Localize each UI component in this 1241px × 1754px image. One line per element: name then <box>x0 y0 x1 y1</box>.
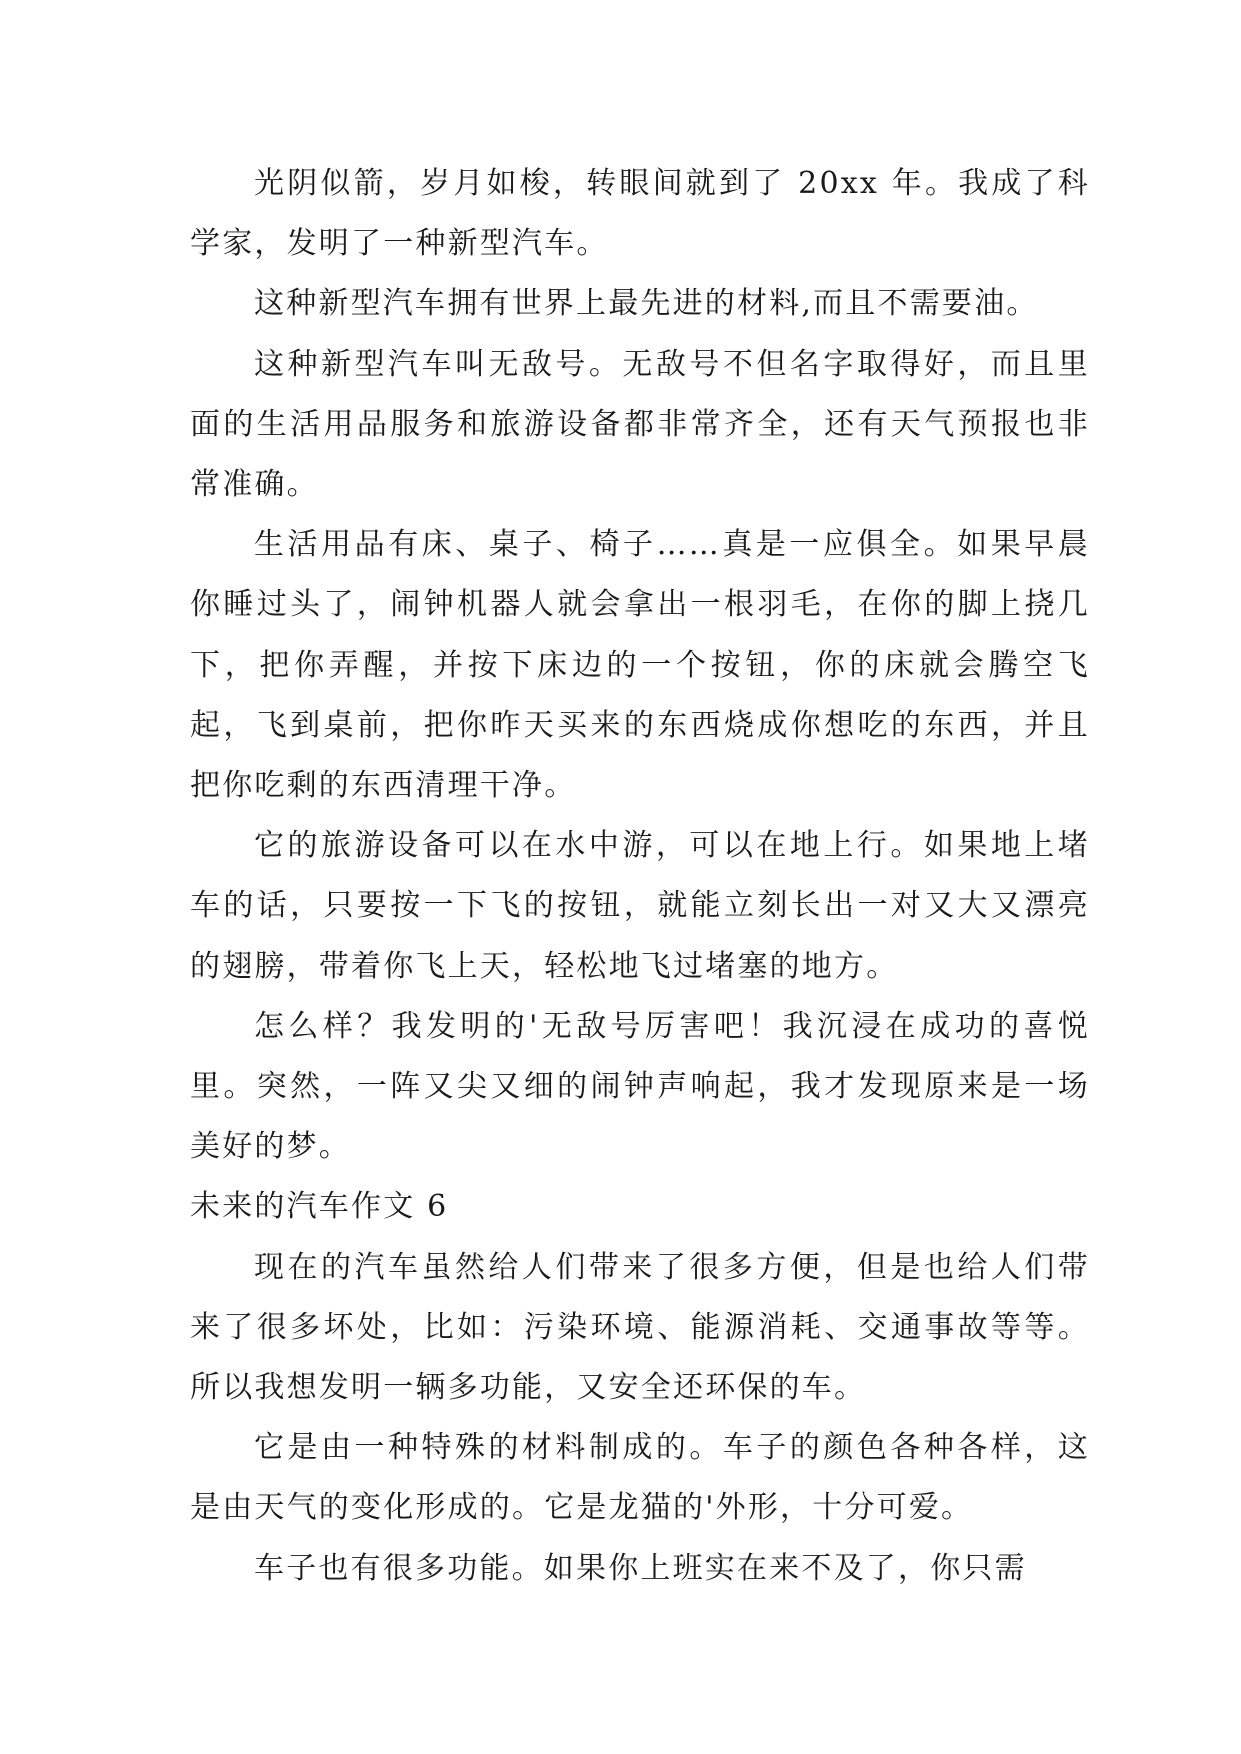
paragraph-5: 它的旅游设备可以在水中游，可以在地上行。如果地上堵车的话，只要按一下飞的按钮，就能立刻长出一对又大又漂亮的翅膀，带着你飞上天，轻松地飞过堵塞的地方。 <box>190 828 1090 984</box>
document-body <box>190 154 1090 1599</box>
section-heading: 未来的汽车作文 6 <box>190 1189 449 1225</box>
paragraph-4: 生活用品有床、桌子、椅子……真是一应俱全。如果早晨你睡过头了，闹钟机器人就会拿出一根羽毛，在你的脚上挠几下，把你弄醒，并按下床边的一个按钮，你的床就会腾空飞起，飞到桌前，把你昨天买来的东西烧成你想吃的东西，并且把你吃剩的东西清理干净。 <box>190 527 1090 804</box>
paragraph-6: 怎么样？我发明的'无敌号厉害吧！我沉浸在成功的喜悦里。突然，一阵又尖又细的闹钟声响起，我才发现原来是一场美好的梦。 <box>190 1008 1090 1165</box>
paragraph-7: 现在的汽车虽然给人们带来了很多方便，但是也给人们带来了很多坏处，比如：污染环境、能源消耗、交通事故等等。所以我想发明一辆多功能，又安全还环保的车。 <box>190 1249 1090 1406</box>
paragraph-2: 这种新型汽车拥有世界上最先进的材料,而且不需要油。 <box>254 286 1039 322</box>
paragraph-9: 车子也有很多功能。如果你上班实在来不及了，你只需 <box>254 1550 1027 1586</box>
paragraph-3: 这种新型汽车叫无敌号。无敌号不但名字取得好，而且里面的生活用品服务和旅游设备都非常齐全，还有天气预报也非常准确。 <box>190 346 1090 503</box>
paragraph-1: 光阴似箭，岁月如梭，转眼间就到了 20xx 年。我成了科学家，发明了一种新型汽车。 <box>190 166 1090 262</box>
paragraph-8: 它是由一种特殊的材料制成的。车子的颜色各种各样，这是由天气的变化形成的。它是龙猫的'外形，十分可爱。 <box>190 1430 1090 1526</box>
